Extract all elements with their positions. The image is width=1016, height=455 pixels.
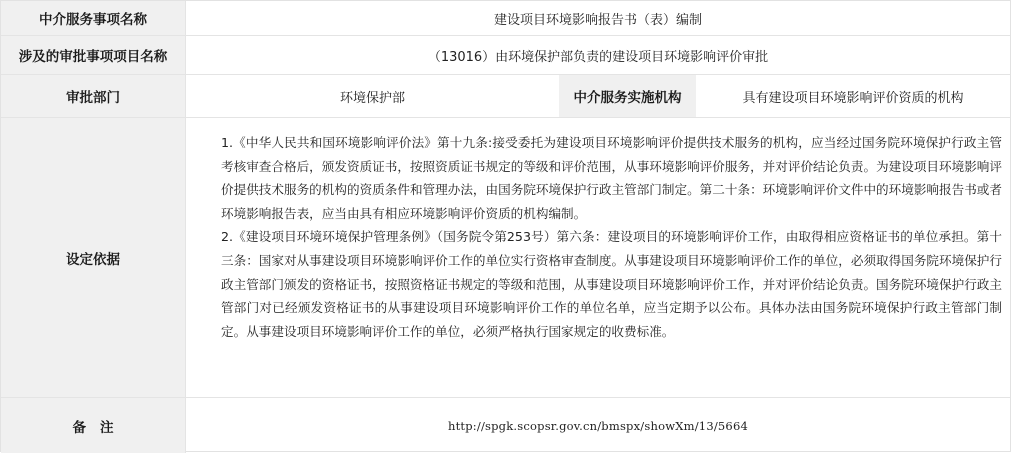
approval-dept-label: 审批部门	[1, 75, 186, 117]
basis-row	[1, 118, 1010, 398]
service-name-row	[1, 1, 1010, 36]
remark-row	[1, 398, 1010, 453]
approval-item-label: 涉及的审批事项项目名称	[1, 36, 186, 74]
approval-dept-value: 环境保护部	[339, 90, 405, 106]
basis-label: 设定依据	[1, 118, 186, 397]
basis-paragraph-1: 1.《中华人民共和国环境影响评价法》第十九条:接受委托为建设项目环境影响评价提供技术服务的机构，应当经过国务院环境保护行政主管考核审查合格后，颁发资质证书，按照资质证书规定的等级和评价范围，从事环境影响评价服务，并对评价结论负责。为建设项目环境影响评价提供技术服务的机构的资质条件和管理办法，由国务院环境保护行政主管部门制定。第二十条：环境影响评价文件中的环境影响报告书或者环境影响报告表，应当由具有相应环境影响评价资质的机构编制。	[221, 135, 1002, 221]
approval-dept-row	[1, 75, 1010, 118]
agency-value: 具有建设项目环境影响评价资质的机构	[742, 90, 964, 106]
agency-label: 中介服务实施机构	[559, 75, 696, 117]
remark-url[interactable]: http://spgk.scopsr.gov.cn/bmspx/showXm/13/5664	[447, 418, 748, 433]
basis-paragraph-2: 2.《建设项目环境环境保护管理条例》（国务院令第253号）第六条：建设项目的环境影响评价工作，由取得相应资格证书的单位承担。第十三条：国家对从事建设项目环境影响评价工作的单位实行资格审查制度。从事建设项目环境影响评价工作的单位，必须取得国务院环境保护行政主管部门颁发的资格证书，按照资格证书规定的等级和范围，从事建设项目环境影响评价工作，并对评价结论负责。国务院环境保护行政主管部门对已经颁发资格证书的从事建设项目环境影响评价工作的单位名单，应当定期予以公布。具体办法由国务院环境保护行政主管部门制定。从事建设项目环境影响评价工作的单位，必须严格执行国家规定的收费标准。	[221, 229, 1002, 339]
service-name-label: 中介服务事项名称	[1, 1, 186, 35]
approval-item-value: （13016）由环境保护部负责的建设项目环境影响评价审批	[427, 49, 769, 65]
remark-label: 备注	[1, 398, 186, 453]
approval-item-row	[1, 36, 1010, 75]
basis-text	[221, 131, 1002, 343]
service-name-value: 建设项目环境影响报告书（表）编制	[493, 12, 702, 28]
